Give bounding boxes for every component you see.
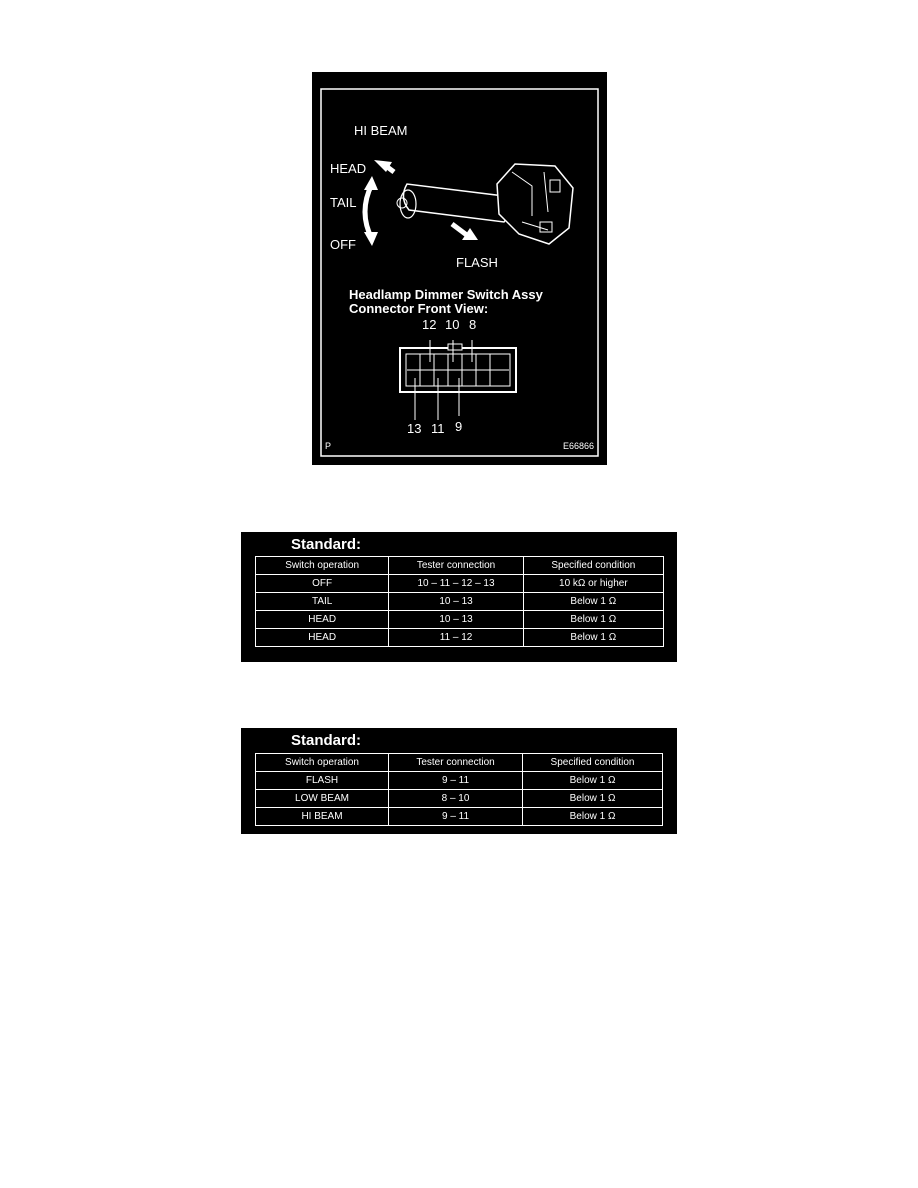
- cell-tester-connection: 10 – 13: [389, 611, 523, 629]
- cell-tester-connection: 10 – 11 – 12 – 13: [389, 575, 523, 593]
- header-tester-connection: Tester connection: [389, 557, 523, 575]
- connector-heading-line2: Connector Front View:: [349, 301, 489, 316]
- table-row: [256, 593, 664, 611]
- flash-label: FLASH: [456, 255, 498, 270]
- cell-specified-condition: Below 1 Ω: [523, 629, 663, 647]
- switch-figure: [312, 72, 607, 465]
- standard-table-1: [255, 556, 664, 647]
- table-row: [256, 790, 663, 808]
- cell-specified-condition: 10 kΩ or higher: [523, 575, 663, 593]
- tail-label: TAIL: [330, 195, 357, 210]
- pin-label-11: 11: [431, 421, 445, 436]
- standard-panel-2: [241, 728, 677, 834]
- table-row: [256, 808, 663, 826]
- cell-switch-operation: TAIL: [256, 593, 389, 611]
- table-row: [256, 611, 664, 629]
- cell-specified-condition: Below 1 Ω: [523, 790, 663, 808]
- connector-heading-line1: Headlamp Dimmer Switch Assy: [349, 287, 543, 302]
- standard-title: Standard:: [291, 732, 362, 749]
- header-specified-condition: Specified condition: [523, 557, 663, 575]
- standard-table-2: [255, 753, 663, 826]
- pin-label-9: 9: [455, 419, 463, 434]
- hi-beam-label: HI BEAM: [354, 123, 408, 138]
- off-label: OFF: [330, 237, 356, 252]
- pin-label-8: 8: [469, 317, 477, 332]
- cell-switch-operation: FLASH: [256, 772, 389, 790]
- cell-tester-connection: 9 – 11: [389, 772, 523, 790]
- header-specified-condition: Specified condition: [523, 754, 663, 772]
- cell-switch-operation: HI BEAM: [256, 808, 389, 826]
- cell-switch-operation: LOW BEAM: [256, 790, 389, 808]
- standard-panel-1: [241, 532, 677, 662]
- cell-specified-condition: Below 1 Ω: [523, 772, 663, 790]
- header-tester-connection: Tester connection: [389, 754, 523, 772]
- pin-label-10: 10: [445, 317, 460, 332]
- cell-specified-condition: Below 1 Ω: [523, 593, 663, 611]
- pin-label-12: 12: [422, 317, 437, 332]
- header-switch-operation: Switch operation: [256, 557, 389, 575]
- cell-tester-connection: 9 – 11: [389, 808, 523, 826]
- cell-specified-condition: Below 1 Ω: [523, 611, 663, 629]
- cell-tester-connection: 8 – 10: [389, 790, 523, 808]
- cell-switch-operation: HEAD: [256, 629, 389, 647]
- pin-label-13: 13: [407, 421, 422, 436]
- standard-title: Standard:: [291, 536, 362, 553]
- cell-switch-operation: HEAD: [256, 611, 389, 629]
- head-label: HEAD: [330, 161, 367, 176]
- cell-tester-connection: 11 – 12: [389, 629, 523, 647]
- cell-specified-condition: Below 1 Ω: [523, 808, 663, 826]
- cell-switch-operation: OFF: [256, 575, 389, 593]
- figure-id-label: E66866: [563, 441, 595, 451]
- table-row: [256, 772, 663, 790]
- table-row: [256, 575, 664, 593]
- table-row: [256, 629, 664, 647]
- header-switch-operation: Switch operation: [256, 754, 389, 772]
- table-header-row: [256, 754, 663, 772]
- cell-tester-connection: 10 – 13: [389, 593, 523, 611]
- table-header-row: [256, 557, 664, 575]
- corner-p-label: P: [325, 441, 332, 451]
